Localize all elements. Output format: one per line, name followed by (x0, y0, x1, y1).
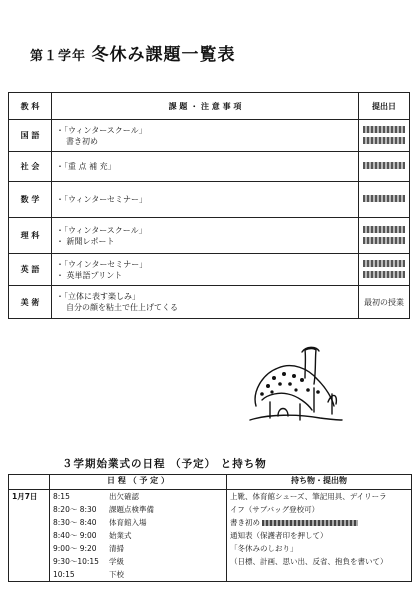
header-items: 持ち物・提出物 (227, 475, 412, 490)
redacted-text (310, 520, 358, 526)
schedule-row (53, 568, 223, 581)
schedule-cell (50, 490, 227, 582)
item-line: 「冬休みのしおり」 (230, 544, 298, 553)
schedule-time: 9:30～10:15 (53, 557, 99, 566)
schedule-time: 8:40～ 9:00 (53, 531, 97, 540)
schedule-row (53, 516, 223, 529)
task-item: 自分の顔を粘土で仕上げてくる (66, 303, 178, 312)
item-line: イフ（サブバッグ登校可） (230, 505, 320, 514)
task-item: ・「ウィンタースクール」 (56, 225, 147, 235)
table-header-row (9, 475, 412, 490)
task-item: ・ 英単語プリント (56, 270, 123, 280)
task-item: ・ 新聞レポート (56, 236, 115, 246)
task-item: ・「重 点 補 充」 (56, 162, 116, 171)
item-line: （日標、計画、思い出、反省、抱負を書いて） (230, 557, 388, 566)
title-main: 冬休み課題一覧表 (91, 45, 236, 65)
subject-cell: 英 語 (9, 254, 52, 286)
redacted-date (363, 195, 405, 202)
item-line (230, 516, 408, 529)
schedule-table (8, 474, 412, 582)
schedule-event: 出欠確認 (109, 492, 139, 501)
item-text: 書き初め (230, 518, 260, 527)
schedule-title: ３学期始業式の日程 （予定） と持ち物 (62, 458, 267, 470)
header-subject: 教 科 (9, 93, 52, 120)
table-row (9, 182, 410, 218)
redacted-date (363, 237, 405, 244)
schedule-time: 9:00～ 9:20 (53, 544, 97, 553)
header-due: 提出日 (359, 93, 410, 120)
due-cell (359, 218, 410, 254)
redacted-text (262, 520, 310, 526)
header-schedule: 日 程 （ 予 定 ） (50, 475, 227, 490)
redacted-date (363, 271, 405, 278)
due-cell (359, 152, 410, 182)
due-cell: 最初の授業 (359, 286, 410, 319)
redacted-date (363, 260, 405, 267)
task-item: ・「ウィンターセミナー」 (56, 195, 148, 204)
schedule-row (53, 542, 223, 555)
task-cell (52, 182, 359, 218)
due-cell (359, 182, 410, 218)
schedule-row (53, 555, 223, 568)
task-cell (52, 120, 359, 152)
task-cell (52, 286, 359, 319)
subject-cell: 社 会 (9, 152, 52, 182)
task-cell (52, 218, 359, 254)
header-task: 課 題 ・ 注 意 事 項 (52, 93, 359, 120)
snowy-house-illustration (248, 344, 344, 428)
redacted-date (363, 226, 405, 233)
schedule-event: 清掃 (109, 544, 124, 553)
subject-cell: 理 科 (9, 218, 52, 254)
subject-cell: 数 学 (9, 182, 52, 218)
table-header-row (9, 93, 410, 120)
redacted-date (363, 137, 405, 144)
task-item: ・「ウィンタースクール」 (56, 125, 147, 135)
date-cell: 1月7日 (9, 490, 50, 582)
schedule-row (53, 503, 223, 516)
schedule-event: 学級 (109, 557, 124, 566)
table-row (9, 218, 410, 254)
task-item: 書き初め (66, 136, 98, 146)
item-line: 上靴、体育館シューズ、筆記用具、デイリーラ (230, 492, 387, 501)
due-cell (359, 120, 410, 152)
table-row (9, 120, 410, 152)
table-row (9, 152, 410, 182)
table-row (9, 490, 412, 582)
task-item: ・「ウインターセミナー」 (56, 259, 148, 269)
table-row (9, 286, 410, 319)
schedule-event: 始業式 (109, 531, 132, 540)
task-item: ・「立体に表す楽しみ」 (56, 292, 140, 301)
assignments-table (8, 92, 410, 319)
schedule-time: 8:30～ 8:40 (53, 518, 97, 527)
redacted-date (363, 162, 405, 169)
schedule-row (53, 529, 223, 542)
schedule-event: 体育館入場 (109, 518, 147, 527)
table-row (9, 254, 410, 286)
header-blank (9, 475, 50, 490)
subject-cell: 国 語 (9, 120, 52, 152)
schedule-time: 10:15 (53, 570, 75, 579)
redacted-date (363, 126, 405, 133)
schedule-event: 下校 (109, 570, 124, 579)
grade-label: 第１学年 (30, 49, 87, 64)
items-cell (227, 490, 412, 582)
task-cell (52, 254, 359, 286)
schedule-time: 8:20～ 8:30 (53, 505, 97, 514)
schedule-row (53, 490, 223, 503)
due-cell (359, 254, 410, 286)
item-line: 通知表（保護者印を押して） (230, 531, 328, 540)
task-cell (52, 152, 359, 182)
page-title (30, 40, 236, 65)
subject-cell: 美 術 (9, 286, 52, 319)
schedule-event: 課題点検準備 (109, 505, 154, 514)
schedule-time: 8:15 (53, 492, 70, 501)
